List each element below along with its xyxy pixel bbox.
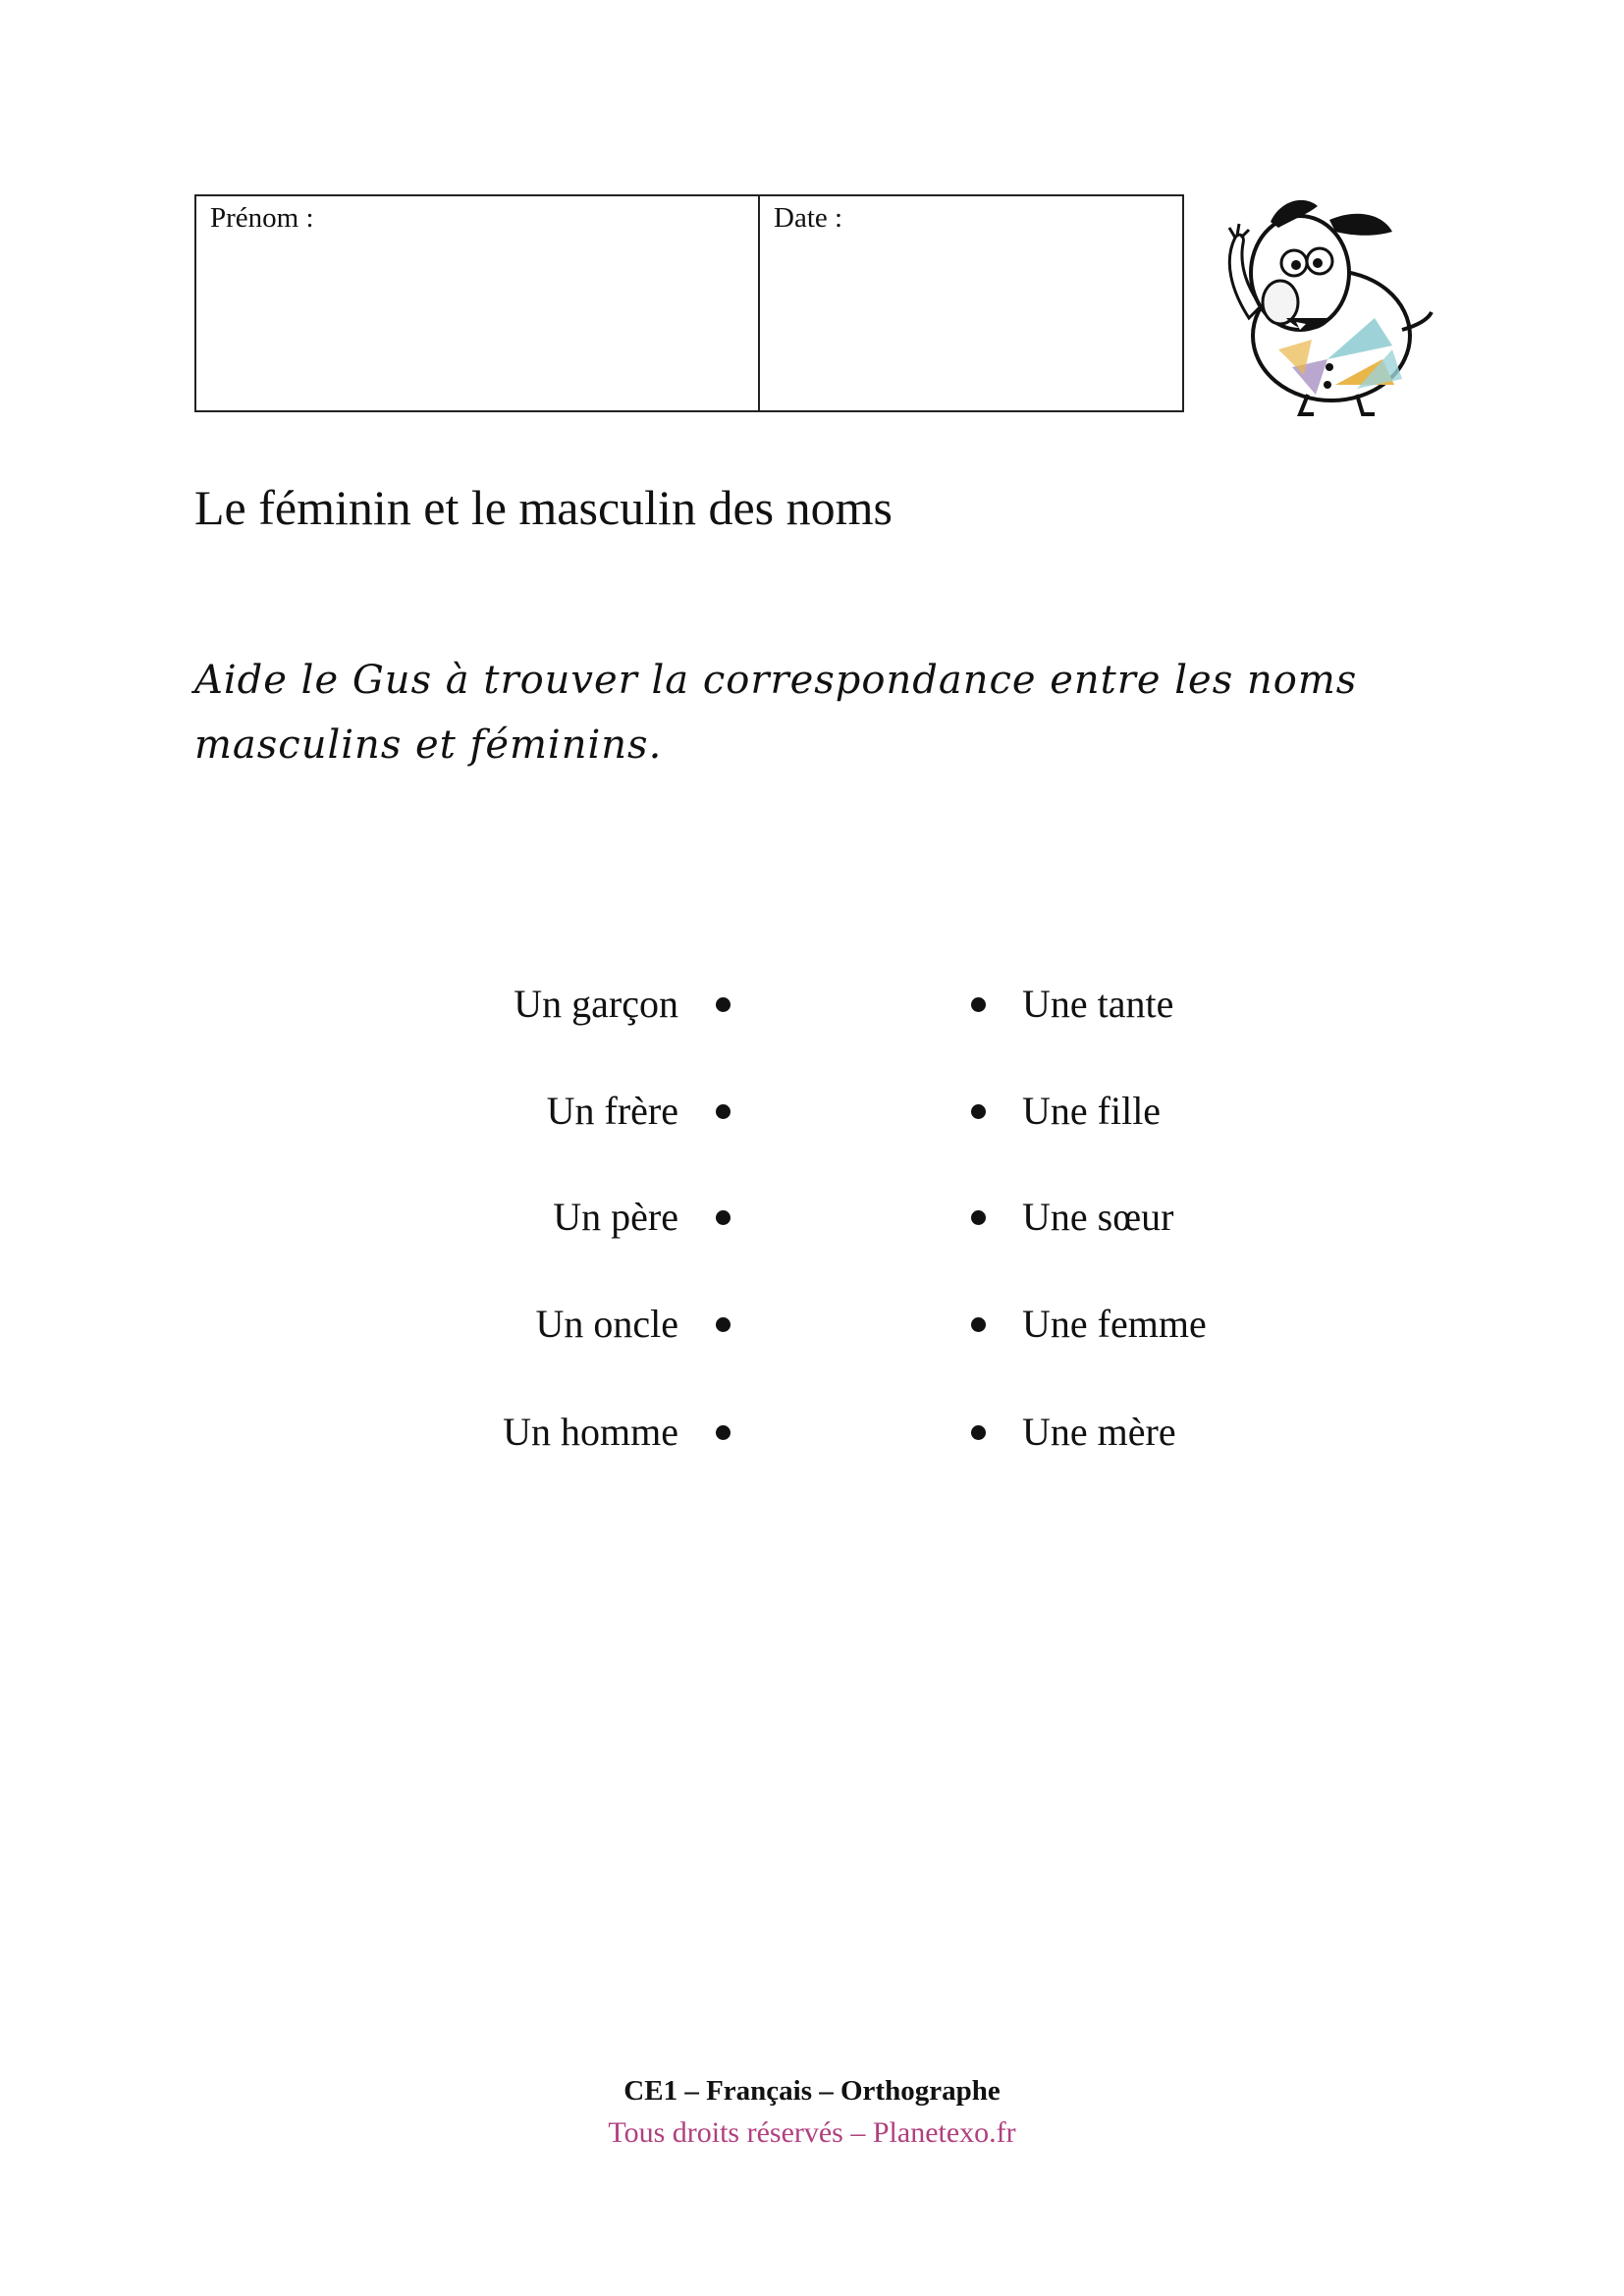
footer-subject: CE1 – Français – Orthographe [623,2075,1001,2107]
footer-rights: Tous droits réservés – Planetexo.fr [608,2116,1016,2149]
feminine-word: Une tante [1022,982,1174,1026]
match-row [0,1398,1624,1467]
feminine-dot[interactable] [971,1104,986,1119]
date-label: Date : [774,202,843,234]
date-input-area[interactable] [774,247,1168,400]
match-row [0,970,1624,1039]
match-row [0,1183,1624,1252]
masculine-word: Un garçon [514,982,678,1026]
feminine-dot[interactable] [971,997,986,1012]
feminine-word: Une femme [1022,1302,1207,1346]
page-title: Le féminin et le masculin des noms [194,480,893,535]
feminine-dot[interactable] [971,1317,986,1332]
masculine-word: Un frère [546,1089,678,1133]
masculine-dot[interactable] [716,997,731,1012]
instruction-line-1: Aide le Gus à trouver la correspondance entre les noms [194,658,1358,703]
masculine-dot[interactable] [716,1425,731,1440]
match-row [0,1077,1624,1146]
prenom-input-area[interactable] [210,247,744,400]
prenom-label: Prénom : [210,202,314,234]
feminine-dot[interactable] [971,1425,986,1440]
feminine-dot[interactable] [971,1210,986,1225]
student-info-table [194,194,1184,412]
instruction [194,648,1373,777]
instruction-line-2: masculins et féminins. [194,722,663,768]
masculine-dot[interactable] [716,1104,731,1119]
feminine-word: Une fille [1022,1089,1162,1133]
masculine-word: Un oncle [535,1302,678,1346]
match-row [0,1290,1624,1359]
masculine-dot[interactable] [716,1317,731,1332]
masculine-dot[interactable] [716,1210,731,1225]
date-cell [760,196,1182,410]
sheep-mascot-icon [1210,192,1434,418]
prenom-cell [196,196,760,410]
feminine-word: Une mère [1022,1410,1176,1454]
feminine-word: Une sœur [1022,1195,1174,1239]
masculine-word: Un homme [503,1410,678,1454]
masculine-word: Un père [553,1195,678,1239]
